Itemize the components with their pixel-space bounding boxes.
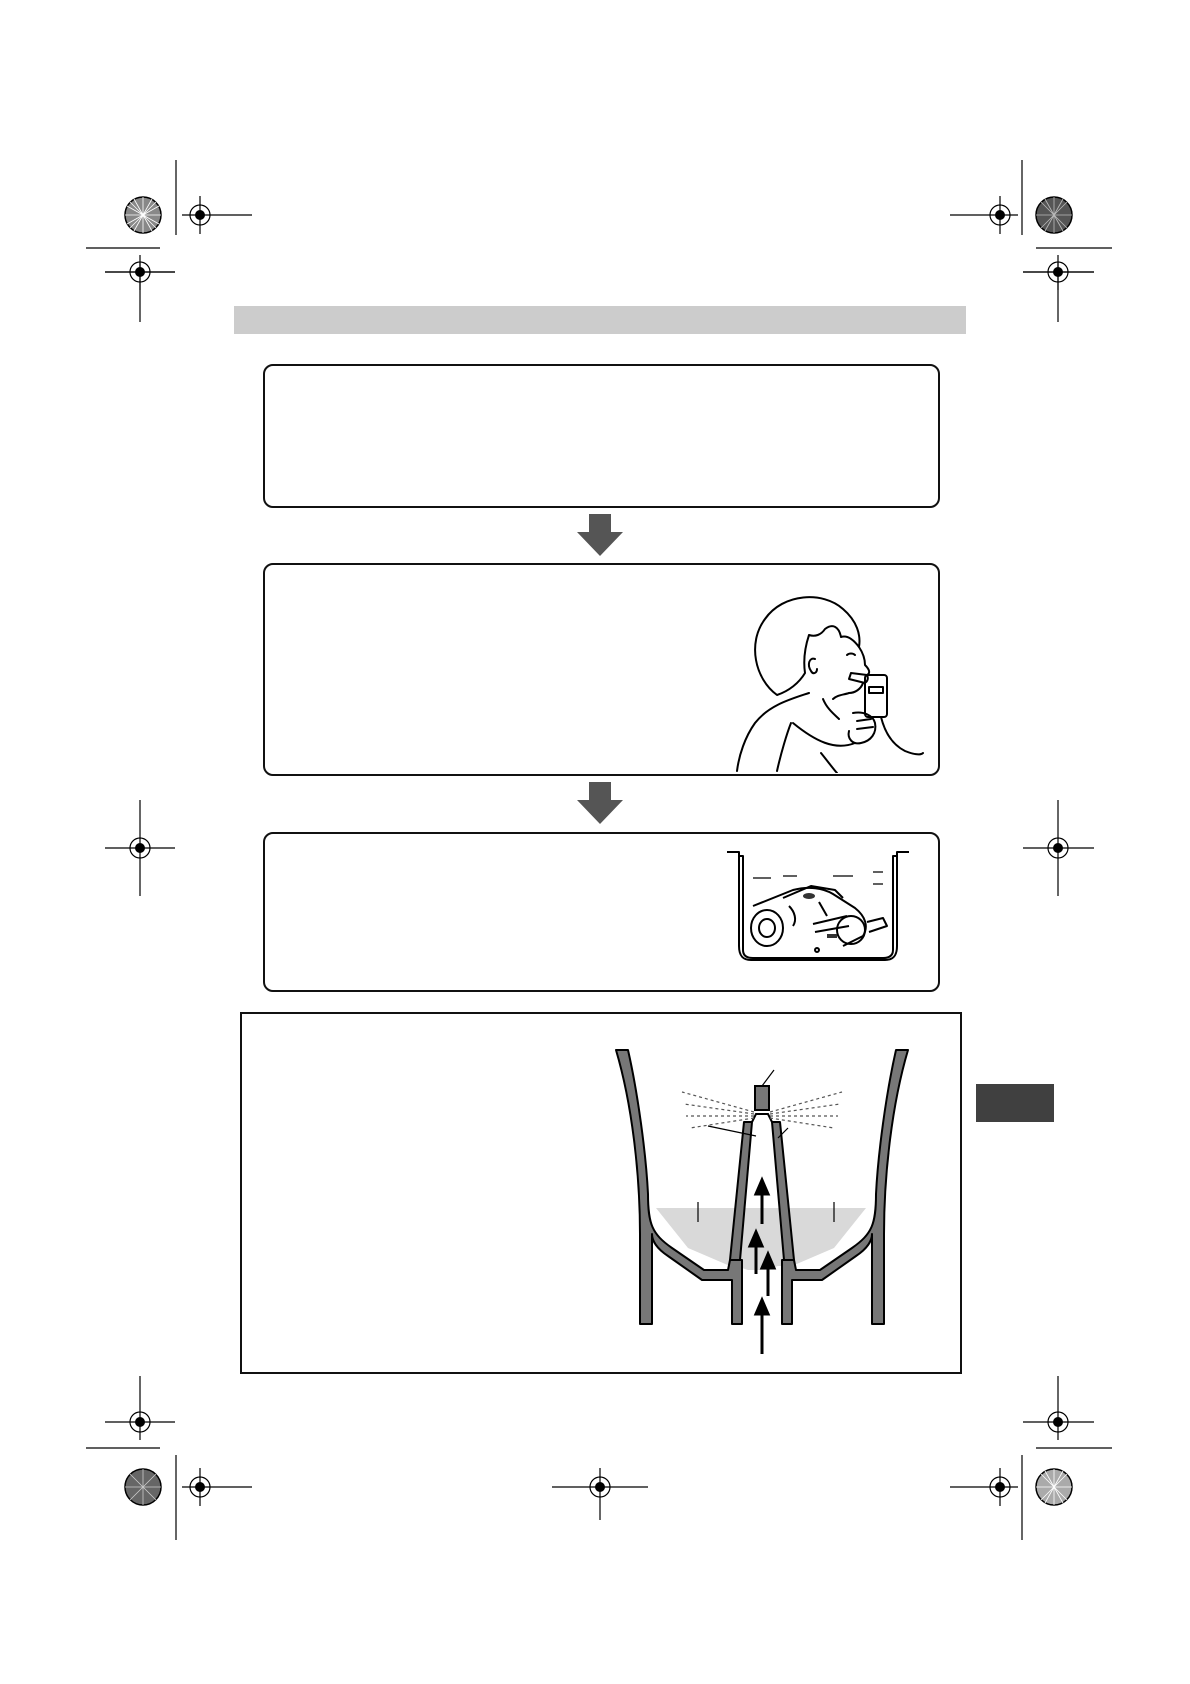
color-wheel-icon (1036, 1469, 1072, 1505)
registration-mark-icon (182, 196, 252, 234)
girl-inhaling-illustration (725, 583, 925, 773)
registration-mark-icon (950, 196, 1018, 234)
color-wheel-icon (1036, 197, 1072, 233)
section-header-band (234, 306, 966, 334)
step-1-box (263, 364, 940, 508)
print-marks-middle-bottom (0, 780, 1190, 1684)
arrow-down-icon (577, 514, 623, 556)
color-wheel-icon (125, 1469, 161, 1505)
print-marks-top (0, 0, 1190, 340)
step-2-box (263, 563, 940, 776)
color-wheel-icon (125, 197, 161, 233)
